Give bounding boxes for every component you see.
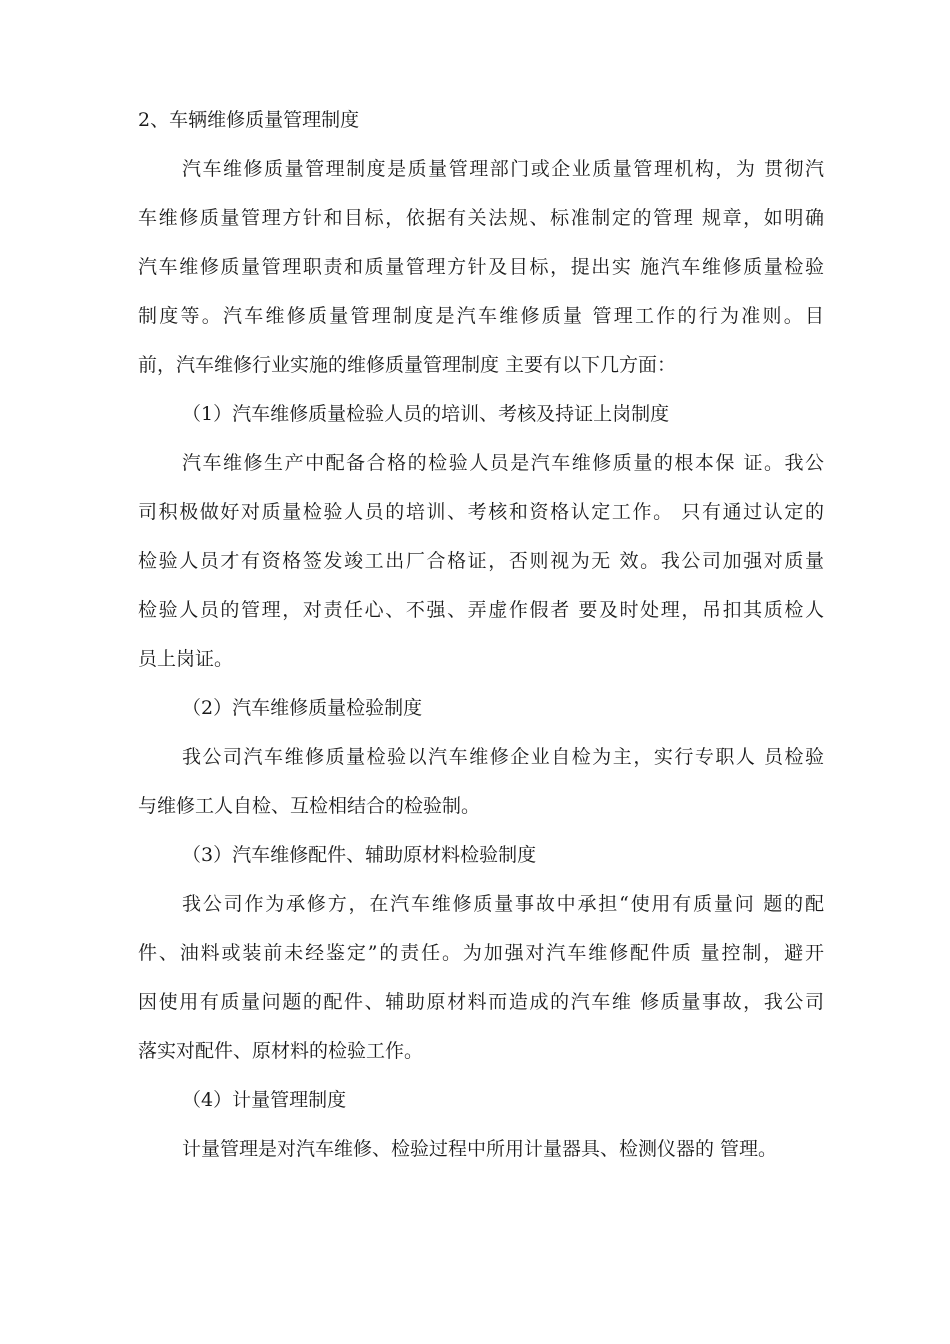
paragraph-line: 因使用有质量问题的配件、辅助原材料而造成的汽车维 修质量事故，我公司 (138, 991, 824, 1013)
paragraph-line: 检验人员才有资格签发竣工出厂合格证，否则视为无 效。我公司加强对质量 (138, 550, 824, 572)
subsection-title-3: （3）汽车维修配件、辅助原材料检验制度 (182, 844, 537, 866)
paragraph-line: 前，汽车维修行业实施的维修质量管理制度 主要有以下几方面： (138, 354, 677, 376)
subsection-title-2: （2）汽车维修质量检验制度 (182, 697, 423, 719)
paragraph-line: 汽车维修生产中配备合格的检验人员是汽车维修质量的根本保 证。我公 (182, 452, 824, 474)
intro-paragraph (138, 145, 824, 390)
paragraph-line: 检验人员的管理，对责任心、不强、弄虚作假者 要及时处理，吊扣其质检人 (138, 599, 824, 621)
paragraph-line: 员上岗证。 (138, 648, 234, 670)
paragraph-line: 车维修质量管理方针和目标，依据有关法规、标准制定的管理 规章，如明确 (138, 207, 824, 229)
subsection-paragraph-2 (138, 733, 824, 831)
paragraph-line: 计量管理是对汽车维修、检验过程中所用计量器具、检测仪器的 管理。 (182, 1138, 778, 1160)
paragraph-line: 我公司汽车维修质量检验以汽车维修企业自检为主，实行专职人 员检验 (182, 746, 824, 768)
paragraph-line: 制度等。汽车维修质量管理制度是汽车维修质量 管理工作的行为准则。目 (138, 305, 824, 327)
subsection-title-1: （1）汽车维修质量检验人员的培训、考核及持证上岗制度 (182, 403, 670, 425)
paragraph-line: 与维修工人自检、互检相结合的检验制。 (138, 795, 481, 817)
paragraph-line: 司积极做好对质量检验人员的培训、考核和资格认定工作。 只有通过认定的 (138, 501, 824, 523)
paragraph-line: 汽车维修质量管理制度是质量管理部门或企业质量管理机构，为 贯彻汽 (182, 158, 824, 180)
document-body (138, 96, 824, 1174)
subsection-paragraph-1 (138, 439, 824, 684)
subsection-title-4: （4）计量管理制度 (182, 1089, 347, 1111)
paragraph-line: 件、油料或装前未经鉴定”的责任。为加强对汽车维修配件质 量控制，避开 (138, 942, 824, 964)
paragraph-line: 汽车维修质量管理职责和质量管理方针及目标，提出实 施汽车维修质量检验 (138, 256, 824, 278)
subsection-paragraph-4 (138, 1125, 824, 1174)
paragraph-line: 我公司作为承修方，在汽车维修质量事故中承担“使用有质量问 题的配 (182, 893, 824, 915)
section-heading: 2、车辆维修质量管理制度 (138, 109, 360, 131)
paragraph-line: 落实对配件、原材料的检验工作。 (138, 1040, 424, 1062)
subsection-paragraph-3 (138, 880, 824, 1076)
